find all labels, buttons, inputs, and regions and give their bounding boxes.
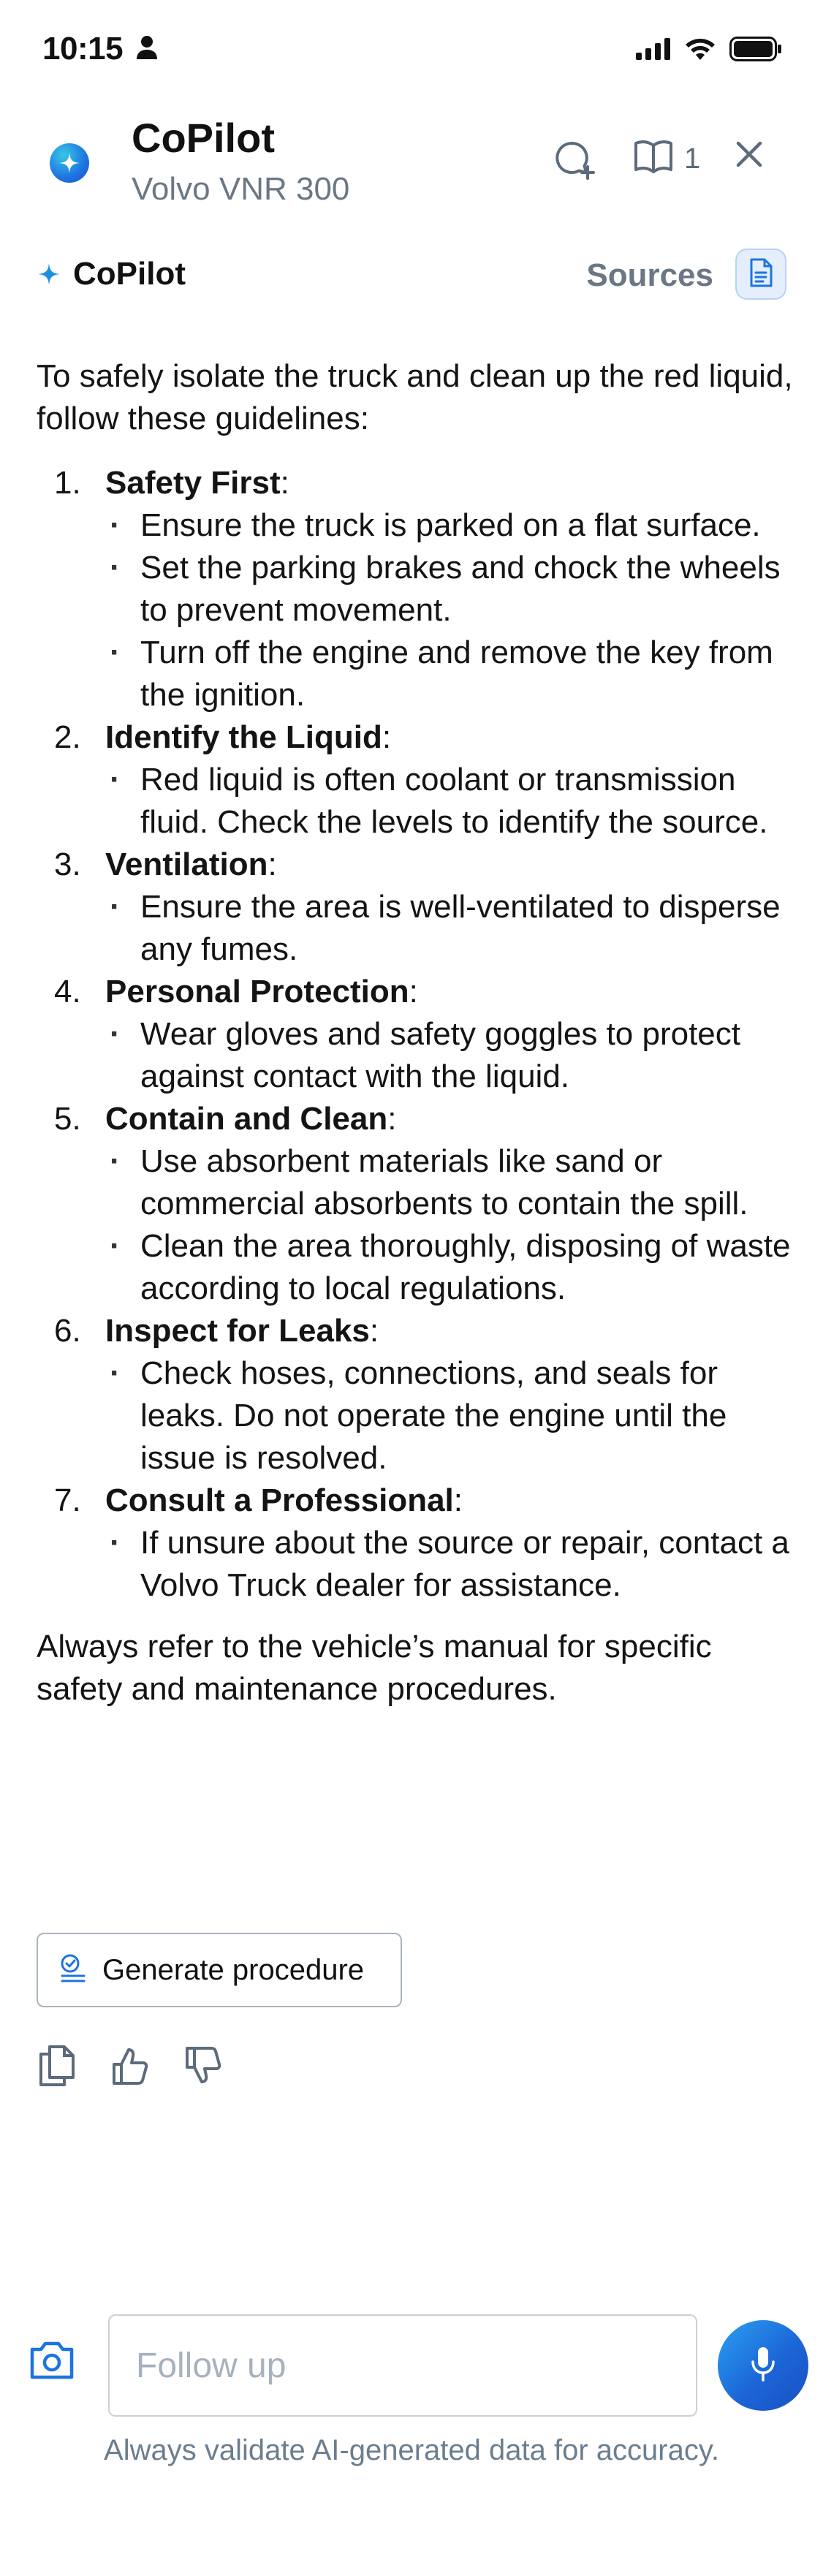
bullet-item: · If unsure about the source or repair, contact a Volvo Truck dealer for assistance.: [105, 1522, 797, 1607]
bullet-list: [105, 759, 797, 844]
document-icon: [748, 258, 773, 291]
thumbs-down-icon: [183, 2077, 224, 2089]
list-item: 5. Contain and Clean: · Use absorbent materials like sand or commercial absorbents to contain the spill. · Clean the area thoroughly, disposing of waste according to local regulations.: [37, 1098, 797, 1310]
thumbs-up-icon: [110, 2077, 151, 2089]
step-title: Contain and Clean: [105, 1101, 388, 1137]
bullet-list: [105, 1522, 797, 1607]
thumbs-up-button[interactable]: [110, 2045, 151, 2090]
generate-procedure-button[interactable]: [37, 1933, 402, 2007]
bullet-list: [105, 1013, 797, 1098]
step-number: 3.: [54, 846, 81, 882]
step-number: 4.: [54, 974, 81, 1009]
cellular-signal-icon: [636, 38, 671, 64]
wifi-icon: [684, 37, 716, 64]
bullet-item: · Use absorbent materials like sand or commercial absorbents to contain the spill.: [105, 1140, 797, 1225]
bullet-item: · Check hoses, connections, and seals for leaks. Do not operate the engine until the issue is resolved.: [105, 1352, 797, 1480]
step-number: 5.: [54, 1101, 81, 1137]
new-chat-button[interactable]: [553, 139, 596, 185]
step-title: Identify the Liquid: [105, 719, 382, 755]
battery-icon: [729, 37, 782, 65]
list-item: 1. Safety First: · Ensure the truck is parked on a flat surface. · Set the parking brakes and chock the wheels to prevent movement. · Turn off the engine and remove the key from the ignition.: [37, 462, 797, 716]
step-title: Personal Protection: [105, 974, 409, 1009]
camera-button[interactable]: [28, 2339, 76, 2385]
bullet-item: · Turn off the engine and remove the key from the ignition.: [105, 632, 797, 716]
answer-intro: To safely isolate the truck and clean up the red liquid, follow these guidelines:: [37, 358, 793, 436]
generate-procedure-label: Generate procedure: [102, 1953, 365, 1986]
copy-icon: [37, 2078, 77, 2091]
step-number: 2.: [54, 719, 81, 755]
sources-button[interactable]: [735, 249, 786, 300]
step-title: Inspect for Leaks: [105, 1313, 370, 1349]
status-indicators: [636, 37, 782, 65]
microphone-icon: [750, 2346, 776, 2386]
camera-icon: [28, 2372, 76, 2384]
steps-list: [37, 462, 797, 1607]
app-title: CoPilot: [132, 115, 275, 161]
microphone-button[interactable]: [718, 2320, 808, 2411]
checklist-icon: [60, 1954, 86, 1987]
list-item: 6. Inspect for Leaks: · Check hoses, connections, and seals for leaks. Do not operate the engine until the issue is resolved.: [37, 1310, 797, 1480]
bullet-list: [105, 504, 797, 716]
chat-header: [0, 95, 823, 227]
copilot-logo-icon: [50, 143, 89, 183]
library-count: 1: [684, 143, 701, 175]
vehicle-subtitle: Volvo VNR 300: [132, 171, 350, 207]
close-button[interactable]: [734, 139, 765, 173]
bullet-item: · Ensure the truck is parked on a flat surface.: [105, 504, 797, 547]
bullet-list: [105, 886, 797, 971]
step-number: 1.: [54, 465, 81, 501]
bullet-list: [105, 1140, 797, 1310]
copy-button[interactable]: [37, 2044, 77, 2091]
bullet-item: · Set the parking brakes and chock the wheels to prevent movement.: [105, 547, 797, 632]
ai-disclaimer: Always validate AI-generated data for accuracy.: [104, 2434, 719, 2466]
status-time: 10:15: [42, 31, 124, 67]
thumbs-down-button[interactable]: [183, 2045, 224, 2090]
step-number: 7.: [54, 1482, 81, 1518]
bullet-item: · Red liquid is often coolant or transmission fluid. Check the levels to identify the source.: [105, 759, 797, 844]
book-icon: [633, 139, 674, 179]
sparkle-icon: [38, 263, 60, 289]
bullet-item: · Clean the area thoroughly, disposing of waste according to local regulations.: [105, 1225, 797, 1310]
list-item: 4. Personal Protection: · Wear gloves and safety goggles to protect against contact with the liquid.: [37, 971, 797, 1098]
copilot-label: CoPilot: [73, 256, 186, 292]
library-button[interactable]: [633, 139, 700, 179]
step-title: Safety First: [105, 465, 281, 501]
step-number: 6.: [54, 1313, 81, 1349]
close-icon: [734, 139, 765, 173]
list-item: 7. Consult a Professional: · If unsure about the source or repair, contact a Volvo Truck dealer for assistance.: [37, 1480, 797, 1607]
answer-body: [37, 355, 797, 1711]
bullet-item: · Ensure the area is well-ventilated to disperse any fumes.: [105, 886, 797, 971]
list-item: 2. Identify the Liquid: · Red liquid is often coolant or transmission fluid. Check the levels to identify the source.: [37, 716, 797, 844]
answer-closing: Always refer to the vehicle’s manual for specific safety and maintenance procedures.: [37, 1629, 712, 1707]
person-icon: [136, 35, 158, 64]
feedback-actions: [37, 2044, 224, 2091]
step-title: Consult a Professional: [105, 1482, 454, 1518]
copilot-response-header: [0, 241, 823, 311]
status-bar: [0, 0, 823, 95]
bullet-item: · Wear gloves and safety goggles to protect against contact with the liquid.: [105, 1013, 797, 1098]
sources-label[interactable]: Sources: [586, 257, 713, 293]
step-title: Ventilation: [105, 846, 268, 882]
bullet-list: [105, 1352, 797, 1480]
list-item: 3. Ventilation: · Ensure the area is well-ventilated to disperse any fumes.: [37, 844, 797, 971]
new-chat-icon: [553, 139, 596, 185]
follow-up-input[interactable]: [108, 2314, 697, 2417]
